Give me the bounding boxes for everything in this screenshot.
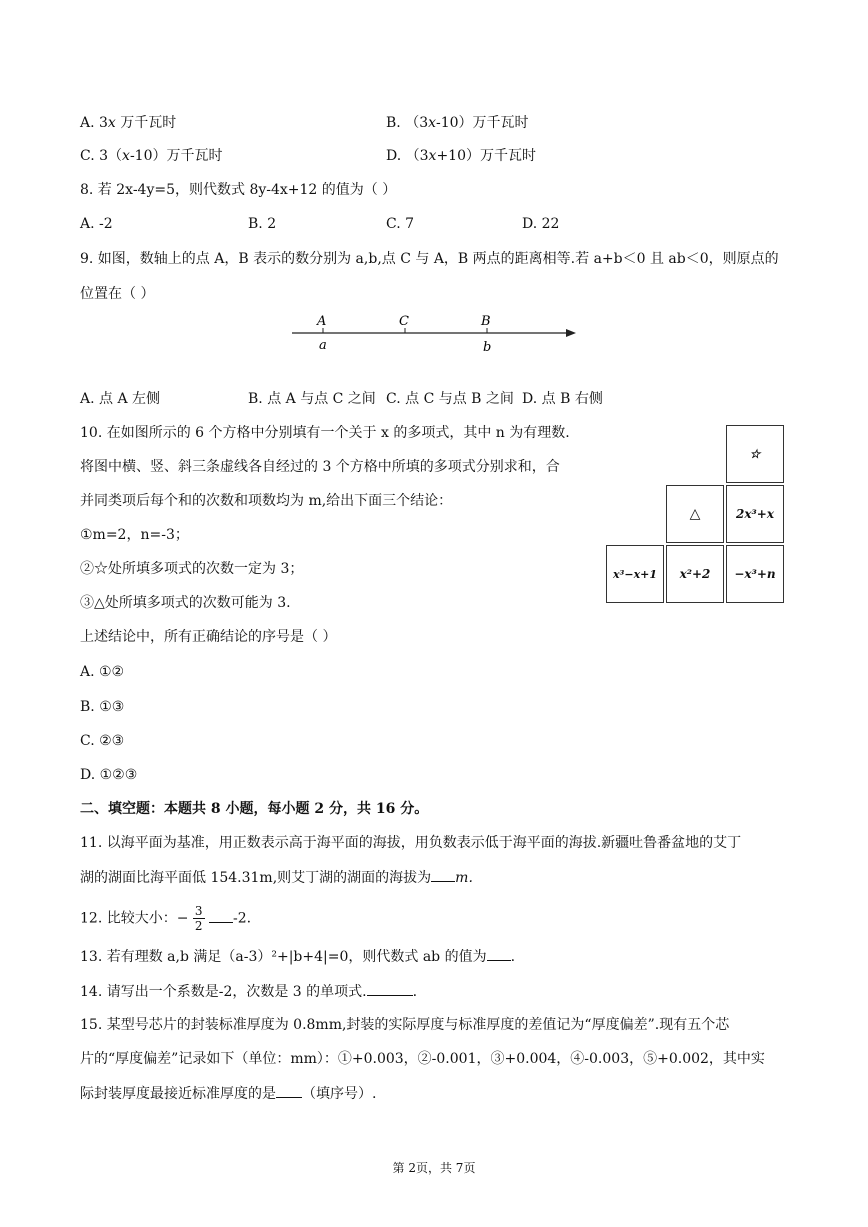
q9-option-b: B. 点 A 与点 C 之间 [248, 391, 376, 407]
grid-cell-star: ☆ [726, 425, 784, 483]
q8-option-d: D. 22 [522, 216, 560, 232]
label-value-b: b [483, 340, 492, 355]
q7-option-c-post: -10）万千瓦时 [129, 148, 223, 164]
q7-option-c [80, 146, 222, 166]
label-point-c: C [399, 314, 409, 329]
q11-line1: 11. 以海平面为基准，用正数表示高于海平面的海拔，用负数表示低于海平面的海拔.新疆吐鲁番盆地的艾丁 [80, 835, 742, 851]
q10-conclusion-1: ①m=2，n=-3； [80, 527, 189, 543]
q7-option-d-pre: D. （3 [386, 148, 429, 164]
grid-cell-2x3-plus-x: 2x³+x [726, 485, 784, 543]
q15-line3 [80, 1083, 376, 1104]
q14-tail: . [412, 984, 418, 1000]
page-footer: 第 2页，共 7页 [392, 1161, 476, 1175]
q8-stem: 8. 若 2x-4y=5，则代数式 8y-4x+12 的值为（ ） [80, 182, 397, 198]
q12-line [80, 904, 251, 933]
q14-answer-blank[interactable] [367, 981, 413, 996]
q10-conclusion-2: ②☆处所填多项式的次数一定为 3； [80, 561, 304, 577]
q12-text: 12. 比较大小：− [80, 910, 189, 927]
q10-option-b: B. ①③ [80, 699, 125, 715]
grid-cell-neg-x3-plus-n: −x³+n [726, 545, 784, 603]
q11-answer-blank[interactable] [431, 867, 455, 882]
q10-line2: 将图中横、竖、斜三条虚线各自经过的 3 个方格中所填的多项式分别求和，合 [80, 459, 560, 475]
q15-answer-blank[interactable] [276, 1083, 302, 1098]
number-line-figure [288, 308, 580, 358]
q8-option-b: B. 2 [248, 216, 277, 232]
q12-fraction-numerator: 3 [194, 904, 203, 918]
q14-text: 14. 请写出一个系数是-2，次数是 3 的单项式. [80, 984, 367, 1000]
q10-option-d: D. ①②③ [80, 767, 138, 783]
q13-answer-blank[interactable] [487, 946, 511, 961]
q9-option-d: D. 点 B 右侧 [522, 391, 603, 407]
number-line-arrow [566, 329, 576, 337]
q7-option-c-var: x [122, 148, 130, 164]
q15-line2: 片的“厚度偏差”记录如下（单位：mm）：①+0.003，②-0.001，③+0.004，④-0.003，⑤+0.002，其中实 [80, 1051, 765, 1067]
q15-tail: （填序号）. [302, 1086, 377, 1102]
q15-line1: 15. 某型号芯片的封装标准厚度为 0.8mm,封装的实际厚度与标准厚度的差值记为“厚度偏差”.现有五个芯 [80, 1017, 730, 1033]
q10-conclusion-3: ③△处所填多项式的次数可能为 3. [80, 595, 291, 611]
q7-option-d [386, 146, 536, 166]
grid-cell-triangle: △ [666, 485, 724, 543]
q9-stem-line2: 位置在（ ） [80, 286, 155, 302]
q8-option-a: A. -2 [80, 216, 113, 232]
q13-text: 13. 若有理数 a,b 满足（a-3）²+|b+4|=0，则代数式 ab 的值为 [80, 949, 487, 965]
q13-line [80, 946, 515, 967]
q11-line2 [80, 867, 473, 888]
q9-option-c: C. 点 C 与点 B 之间 [386, 391, 514, 407]
q7-option-b-post: -10）万千瓦时 [436, 115, 529, 131]
q10-line3: 并同类项后每个和的次数和项数均为 m,给出下面三个结论： [80, 493, 453, 509]
label-value-a: a [319, 338, 327, 353]
q10-ask: 上述结论中，所有正确结论的序号是（ ） [80, 629, 337, 645]
q9-option-a: A. 点 A 左侧 [80, 391, 161, 407]
q7-option-a [80, 113, 176, 133]
q12-answer-blank[interactable] [209, 908, 233, 923]
grid-cell-x2-plus-2: x²+2 [666, 545, 724, 603]
q15-line3-text: 际封装厚度最接近标准厚度的是 [80, 1086, 276, 1102]
q13-tail: . [510, 949, 516, 965]
q11-line2-text: 湖的湖面比海平面低 154.31m,则艾丁湖的湖面的海拔为 [80, 870, 432, 886]
q7-option-b-var: x [428, 115, 437, 131]
label-point-a: A [317, 314, 327, 329]
q7-option-a-unit: 万千瓦时 [115, 115, 177, 131]
q9-stem-line1: 9. 如图，数轴上的点 A，B 表示的数分别为 a,b,点 C 与 A，B 两点的距离相等.若 a+b＜0 且 ab＜0，则原点的 [80, 251, 779, 267]
q7-option-a-text: A. 3 [80, 115, 108, 131]
q12-tail: -2. [233, 910, 252, 927]
q10-option-a: A. ①② [80, 664, 125, 680]
q14-line [80, 981, 417, 1002]
section-2-heading: 二、填空题：本题共 8 小题，每小题 2 分，共 16 分。 [80, 801, 429, 817]
q7-option-c-pre: C. 3（ [80, 148, 123, 164]
q7-option-d-var: x [428, 148, 437, 164]
q12-fraction [193, 904, 205, 933]
q8-option-c: C. 7 [386, 216, 415, 232]
q11-unit: m. [455, 870, 473, 886]
q7-option-d-post: +10）万千瓦时 [436, 148, 536, 164]
q7-option-b [386, 113, 529, 133]
q10-line1: 10. 在如图所示的 6 个方格中分别填有一个关于 x 的多项式，其中 n 为有理数. [80, 425, 570, 441]
q7-option-b-pre: B. （3 [386, 115, 429, 131]
q12-fraction-denominator: 2 [194, 919, 203, 933]
label-point-b: B [481, 314, 491, 329]
q7-option-a-var: x [107, 115, 116, 131]
q10-option-c: C. ②③ [80, 733, 125, 749]
q10-grid-figure [606, 425, 786, 605]
grid-cell-x3-minus-x-plus-1: x³−x+1 [606, 545, 664, 603]
